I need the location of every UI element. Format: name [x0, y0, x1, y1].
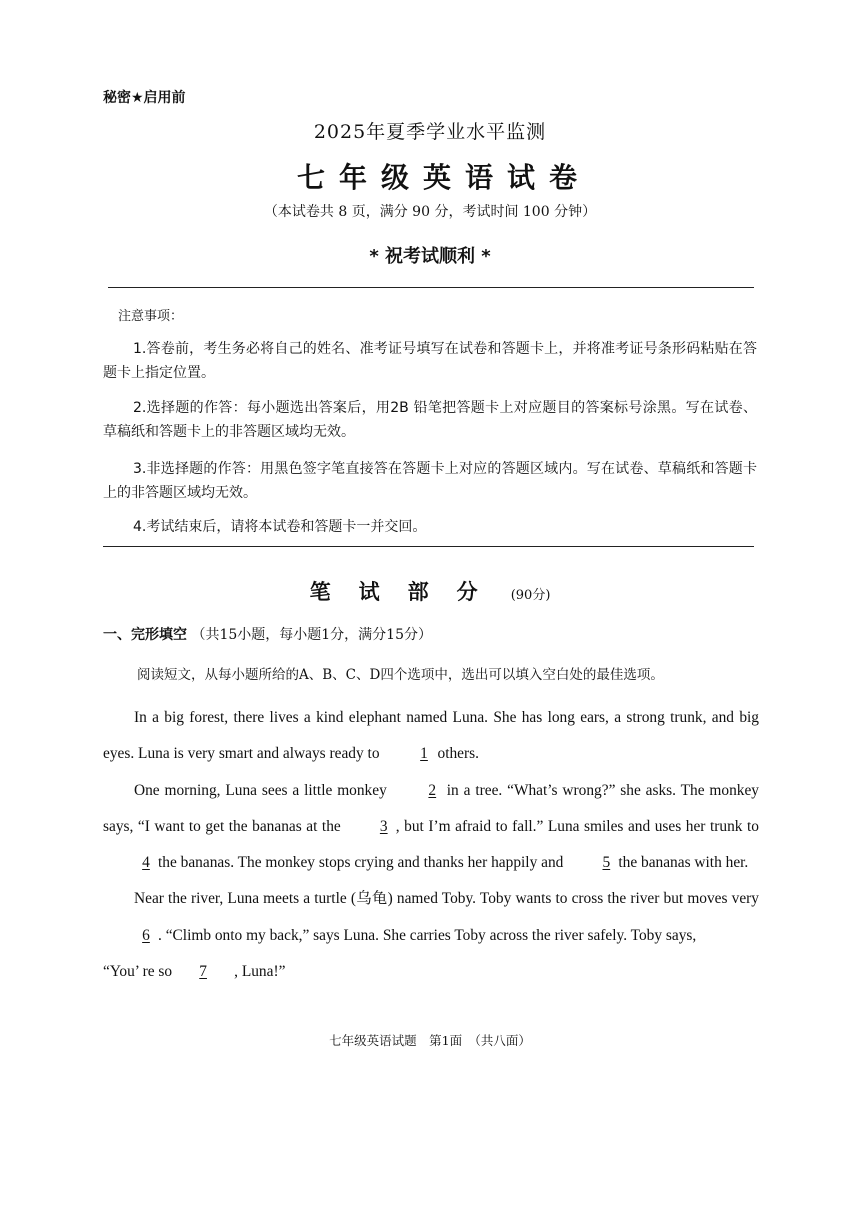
passage-paragraph: In a big forest, there lives a kind elephant named Luna. She has long ears, a strong trunk, and big eyes. Luna is very smart and always ready to 1 others.: [103, 700, 759, 773]
blank-7: 7: [199, 963, 207, 981]
section-score: (90分): [510, 588, 551, 603]
confidential-mark: 秘密★启用前: [103, 90, 186, 106]
passage-paragraph: “You’ re so 7 , Luna!”: [103, 954, 759, 990]
notice-item: 2.选择题的作答：每小题选出答案后，用2B 铅笔把答题卡上对应题目的答案标号涂黑。写在试卷、草稿纸和答题卡上的非答题区域均无效。: [103, 400, 757, 440]
blank-2: 2: [428, 781, 437, 799]
exam-name: 2025年夏季学业水平监测: [313, 121, 547, 143]
paper-title: 七年级英语试卷: [296, 161, 591, 194]
notice-item: 4.考试结束后，请将本试卷和答题卡一并交回。: [133, 519, 427, 535]
blank-5: 5: [602, 854, 611, 872]
blank-1: 1: [420, 745, 428, 763]
section-title: 笔试部分: [309, 580, 506, 604]
paper-info: （本试卷共 8 页，满分 90 分，考试时间 100 分钟）: [263, 204, 597, 220]
good-luck-wish: * 祝考试顺利 *: [369, 246, 491, 267]
blank-4: 4: [142, 854, 150, 872]
part-instruction: 阅读短文，从每小题所给的A、B、C、D四个选项中，选出可以填入空白处的最佳选项。: [137, 667, 664, 683]
page-footer: 七年级英语试题 第1面 （共八面）: [329, 1033, 531, 1048]
passage-paragraph: Near the river, Luna meets a turtle (乌龟) named Toby. Toby wants to cross the river but moves very6 . “Climb onto my back,” says Luna. She carries Toby across the river safely. Toby says,: [103, 881, 759, 954]
part-detail: （共15小题，每小题1分，满分15分）: [191, 627, 432, 643]
part-heading: [103, 624, 432, 644]
passage-paragraph: One morning, Luna sees a little monkey 2 in a tree. “What’s wrong?” she asks. The monkey says, “I want to get the bananas at the 3 , but I’m afraid to fall.” Luna smiles and uses her trunk to4 the bananas. The monkey stops crying and thanks her happily and 5 the bananas with her.: [103, 773, 759, 882]
blank-3: 3: [379, 817, 388, 835]
blank-6: 6: [142, 926, 150, 944]
divider-bottom: [103, 546, 754, 547]
notice-item: 1.答卷前，考生务必将自己的姓名、准考证号填写在试卷和答题卡上，并将准考证号条形码粘贴在答题卡上指定位置。: [103, 341, 757, 381]
part-title: 一、完形填空: [103, 627, 187, 643]
cloze-passage: [103, 700, 759, 990]
notice-item: 3.非选择题的作答：用黑色签字笔直接答在答题卡上对应的答题区域内。写在试卷、草稿纸和答题卡上的非答题区域均无效。: [103, 461, 757, 501]
divider-top: [108, 287, 754, 288]
section-heading: [0, 576, 860, 606]
notice-title: 注意事项：: [118, 309, 184, 324]
